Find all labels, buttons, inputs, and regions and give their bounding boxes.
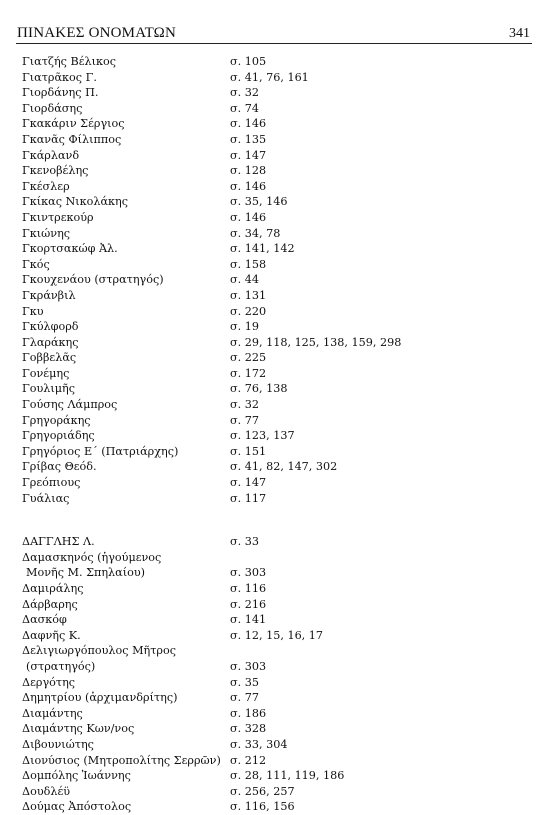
index-entry [0, 799, 550, 815]
index-entry [0, 210, 550, 226]
entry-name: Δαμιράλης [22, 582, 84, 595]
name-index-list [0, 54, 550, 815]
entry-name: Μονῆς Μ. Σπηλαίου) [26, 566, 145, 580]
entry-pages: σ. 216 [230, 597, 267, 611]
entry-pages: σ. 41, 82, 147, 302 [230, 460, 338, 474]
index-entry [0, 643, 550, 659]
index-entry [0, 366, 550, 382]
index-entry [0, 304, 550, 320]
entry-pages: σ. 225 [230, 351, 267, 365]
entry-pages: σ. 117 [230, 491, 267, 505]
index-entry [0, 70, 550, 86]
entry-name: Δεργότης [22, 675, 76, 689]
entry-name: Γκιντρεκούρ [22, 210, 94, 224]
entry-name: Γιατζής Βέλικος [22, 55, 116, 68]
entry-pages: σ. 29, 118, 125, 138, 159, 298 [230, 335, 402, 349]
entry-name: Δημητρίου (ἀρχιμανδρίτης) [22, 691, 178, 705]
index-entry [0, 565, 550, 581]
entry-name: Δελιγιωργόπουλος Μῆτρος [22, 644, 177, 658]
entry-pages: σ. 33 [230, 535, 259, 549]
entry-pages: σ. 44 [230, 273, 259, 287]
index-section-delta [0, 534, 550, 815]
index-entry [0, 350, 550, 366]
entry-name: Γκύλφορδ [22, 320, 79, 334]
entry-pages: σ. 123, 137 [230, 429, 295, 443]
entry-name: Γουλιμῆς [22, 382, 76, 396]
entry-pages: σ. 146 [230, 210, 267, 224]
entry-pages: σ. 186 [230, 706, 267, 720]
index-entry [0, 163, 550, 179]
index-entry [0, 768, 550, 784]
index-section-gamma [0, 54, 550, 506]
entry-pages: σ. 158 [230, 257, 267, 271]
entry-pages: σ. 151 [230, 444, 267, 458]
index-entry [0, 194, 550, 210]
entry-name: Δάρβαρης [22, 597, 78, 611]
index-entry [0, 257, 550, 273]
index-entry [0, 241, 550, 257]
index-entry [0, 597, 550, 613]
index-entry [0, 335, 550, 351]
entry-name: Γλαράκης [22, 335, 79, 349]
entry-name: Δούμας Ἀπόστολος [22, 800, 132, 814]
entry-pages: σ. 220 [230, 304, 267, 318]
entry-pages: σ. 32 [230, 86, 259, 100]
entry-name: Δουδλέϋ [22, 784, 71, 798]
index-entry [0, 116, 550, 132]
entry-pages: σ. 74 [230, 101, 259, 115]
entry-name: Γκυ [22, 304, 44, 318]
entry-name: Διβουνιώτης [22, 737, 94, 751]
entry-pages: σ. 116 [230, 582, 267, 595]
index-entry [0, 784, 550, 800]
entry-name: Γκουχενάου (στρατηγός) [22, 273, 164, 287]
index-entry [0, 428, 550, 444]
entry-name: Δασκόφ [22, 613, 67, 627]
index-entry [0, 226, 550, 242]
index-entry [0, 288, 550, 304]
header-rule [16, 43, 532, 44]
index-entry [0, 132, 550, 148]
entry-pages: σ. 147 [230, 476, 267, 490]
entry-pages: σ. 35 [230, 675, 259, 689]
entry-name: Γκακάριν Σέργιος [22, 117, 125, 131]
entry-pages: σ. 128 [230, 164, 267, 178]
entry-pages: σ. 303 [230, 566, 267, 580]
entry-pages: σ. 116, 156 [230, 800, 295, 814]
entry-name: Γκάρλανδ [22, 148, 80, 162]
entry-name: Γκορτσακώφ Ἀλ. [22, 242, 118, 256]
entry-name: Δαφνῆς Κ. [22, 628, 81, 642]
index-entry [0, 721, 550, 737]
entry-pages: σ. 303 [230, 659, 267, 673]
page-number: 341 [509, 26, 530, 41]
entry-name: Διονύσιος (Μητροπολίτης Σερρῶν) [22, 753, 221, 767]
entry-name: Γιατρᾶκος Γ. [22, 70, 97, 84]
index-entry [0, 475, 550, 491]
index-entry [0, 690, 550, 706]
entry-pages: σ. 146 [230, 179, 267, 193]
entry-name: Γρίβας Θεόδ. [22, 460, 97, 474]
section-gap [0, 506, 550, 534]
index-entry [0, 459, 550, 475]
entry-pages: σ. 34, 78 [230, 226, 281, 240]
index-entry [0, 550, 550, 566]
running-title: ΠΙΝΑΚΕΣ ΟΝΟΜΑΤΩΝ [17, 25, 177, 41]
page-header [17, 22, 530, 42]
entry-pages: σ. 131 [230, 288, 267, 302]
entry-pages: σ. 256, 257 [230, 784, 295, 798]
entry-name: Γυάλιας [22, 491, 70, 505]
entry-pages: σ. 77 [230, 691, 259, 705]
index-entry [0, 628, 550, 644]
entry-pages: σ. 32 [230, 398, 259, 412]
entry-pages: σ. 146 [230, 117, 267, 131]
entry-name: Γρηγόριος Ε΄ (Πατριάρχης) [22, 444, 179, 458]
entry-name: Γρηγοράκης [22, 413, 91, 427]
entry-name: Γκράνβιλ [22, 288, 76, 302]
entry-pages: σ. 19 [230, 320, 259, 334]
entry-name: Γούσης Λάμπρος [22, 398, 118, 412]
index-entry [0, 659, 550, 675]
entry-name: Γκίκας Νικολάκης [22, 195, 129, 209]
entry-name: Γρηγοριάδης [22, 429, 95, 443]
index-entry [0, 444, 550, 460]
index-entry [0, 381, 550, 397]
entry-pages: σ. 76, 138 [230, 382, 288, 396]
entry-pages: σ. 77 [230, 413, 259, 427]
index-entry [0, 319, 550, 335]
index-entry [0, 737, 550, 753]
entry-pages: σ. 35, 146 [230, 195, 288, 209]
index-entry [0, 148, 550, 164]
index-entry [0, 581, 550, 597]
entry-pages: σ. 28, 111, 119, 186 [230, 769, 345, 783]
entry-name: Δαμασκηνός (ἡγούμενος [22, 550, 162, 564]
index-entry [0, 675, 550, 691]
entry-pages: σ. 172 [230, 366, 267, 380]
entry-name: Γιορδάνης Π. [22, 86, 99, 100]
entry-pages: σ. 141, 142 [230, 242, 295, 256]
index-entry [0, 85, 550, 101]
entry-pages: σ. 135 [230, 132, 267, 146]
entry-pages: σ. 33, 304 [230, 737, 288, 751]
entry-name: Γκέσλερ [22, 179, 70, 193]
entry-pages: σ. 105 [230, 55, 267, 68]
entry-name: Διαμάντης Κων/νος [22, 722, 135, 736]
index-entry [0, 612, 550, 628]
entry-pages: σ. 12, 15, 16, 17 [230, 628, 324, 642]
index-entry [0, 413, 550, 429]
entry-pages: σ. 41, 76, 161 [230, 70, 309, 84]
index-entry [0, 534, 550, 550]
entry-name: Γκός [22, 257, 50, 271]
entry-name: Δομπόλης Ἰωάννης [22, 769, 131, 783]
entry-name: Γκιώνης [22, 226, 71, 240]
entry-pages: σ. 212 [230, 753, 267, 767]
index-entry [0, 101, 550, 117]
index-entry [0, 753, 550, 769]
entry-name: (στρατηγός) [26, 659, 96, 673]
entry-name: Γκανᾶς Φίλιππος [22, 132, 122, 146]
index-entry [0, 397, 550, 413]
index-entry [0, 491, 550, 507]
entry-name: Γονέμης [22, 366, 70, 380]
entry-pages: σ. 147 [230, 148, 267, 162]
entry-name: Γιορδάσης [22, 101, 83, 115]
entry-name: ΔΑΓΓΛΗΣ Λ. [22, 535, 95, 549]
entry-pages: σ. 328 [230, 722, 267, 736]
entry-name: Γρεόπιους [22, 476, 81, 490]
index-entry [0, 54, 550, 70]
entry-pages: σ. 141 [230, 613, 267, 627]
index-entry [0, 272, 550, 288]
index-entry [0, 706, 550, 722]
entry-name: Γκενοβέλης [22, 164, 89, 178]
entry-name: Γοββελᾶς [22, 351, 77, 365]
index-entry [0, 179, 550, 195]
entry-name: Διαμάντης [22, 706, 83, 720]
